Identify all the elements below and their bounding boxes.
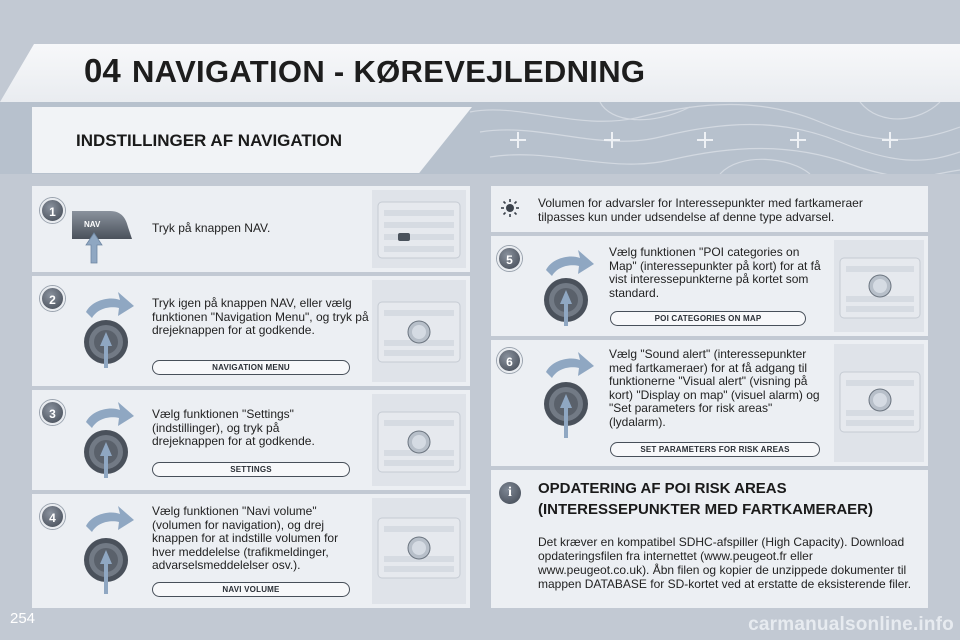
section-title: INDSTILLINGER AF NAVIGATION (76, 131, 343, 150)
rotary-knob-illustration-3 (76, 402, 148, 482)
info-title-line-1: OPDATERING AF POI RISK AREAS (538, 480, 787, 497)
rotary-knob-illustration-4 (76, 506, 148, 598)
menu-label-risk-areas: SET PARAMETERS FOR RISK AREAS (610, 442, 820, 457)
rotary-knob-illustration-6 (536, 352, 608, 442)
menu-label-poi-categories: POI CATEGORIES ON MAP (610, 311, 806, 326)
watermark: carmanualsonline.info (748, 614, 954, 635)
radio-console-4 (376, 512, 462, 582)
radio-console-1 (376, 196, 462, 262)
step-badge-4: 4 (40, 504, 65, 529)
step-badge-1: 1 (40, 198, 65, 223)
nav-button-label: NAV (84, 220, 101, 229)
chapter-number: 04 (84, 52, 121, 89)
info-body: Det kræver en kompatibel SDHC-afspiller (High Capacity). Download opdateringsfilen fra internettet (www.peugeot.fr eller www.peugeot.co.uk). Åbn filen og kopier de unzippede dokumenter til mappen DATABASE for SD-kortet ved at erstatte de eksisterende filer. (538, 535, 912, 591)
page-title: NAVIGATION - KØREVEJLEDNING (132, 54, 646, 89)
step-text-5: Vælg funktionen "POI categories on Map" (interessepunkter på kort) for at få vist interessepunkterne på kortet som standard. (609, 245, 821, 300)
rotary-knob-illustration-2 (76, 292, 148, 372)
step-badge-2: 2 (40, 286, 65, 311)
tip-text: Volumen for advarsler for Interessepunkter med fartkameraer tilpasses kun under udsendelse af denne type advarsel. (538, 196, 863, 224)
menu-label-settings: SETTINGS (152, 462, 350, 477)
info-title-line-2: (INTERESSEPUNKTER MED FARTKAMERAER) (538, 501, 874, 518)
page-number: 254 (10, 610, 36, 627)
menu-label-navigation-menu: NAVIGATION MENU (152, 360, 350, 375)
step-badge-5: 5 (497, 246, 522, 271)
step-badge-6: 6 (497, 348, 522, 373)
rotary-knob-illustration-5 (536, 250, 608, 330)
step-text-4: Vælg funktionen "Navi volume" (volumen for navigation), og drej knappen for at indstille volumen for hver meddelelse (trafikmeldinger, advarselsmeddelelser osv.). (152, 504, 339, 572)
step-text-3: Vælg funktionen "Settings" (indstillinger), og tryk på drejeknappen for at godkende. (152, 407, 315, 448)
tip-lightbulb-icon (500, 198, 520, 218)
step-text-1: Tryk på knappen NAV. (152, 221, 271, 235)
radio-console-3 (376, 406, 462, 476)
nav-button-illustration (70, 205, 140, 265)
radio-console-2 (376, 296, 462, 366)
menu-label-navi-volume: NAVI VOLUME (152, 582, 350, 597)
info-icon: i (499, 482, 521, 504)
radio-console-5 (838, 252, 922, 322)
step-text-2: Tryk igen på knappen NAV, eller vælg funktionen "Navigation Menu", og tryk på drejeknappen for at godkende. (152, 296, 369, 337)
step-badge-3: 3 (40, 400, 65, 425)
info-title (538, 479, 873, 521)
radio-console-6 (838, 366, 922, 436)
step-text-6: Vælg "Sound alert" (interessepunkter med fartkameraer) for at få adgang til funktionerne "Visual alert" (visning på kort) "Display on map" (visuel alarm) og "Set parameters for risk areas" (lydalarm). (609, 347, 820, 429)
